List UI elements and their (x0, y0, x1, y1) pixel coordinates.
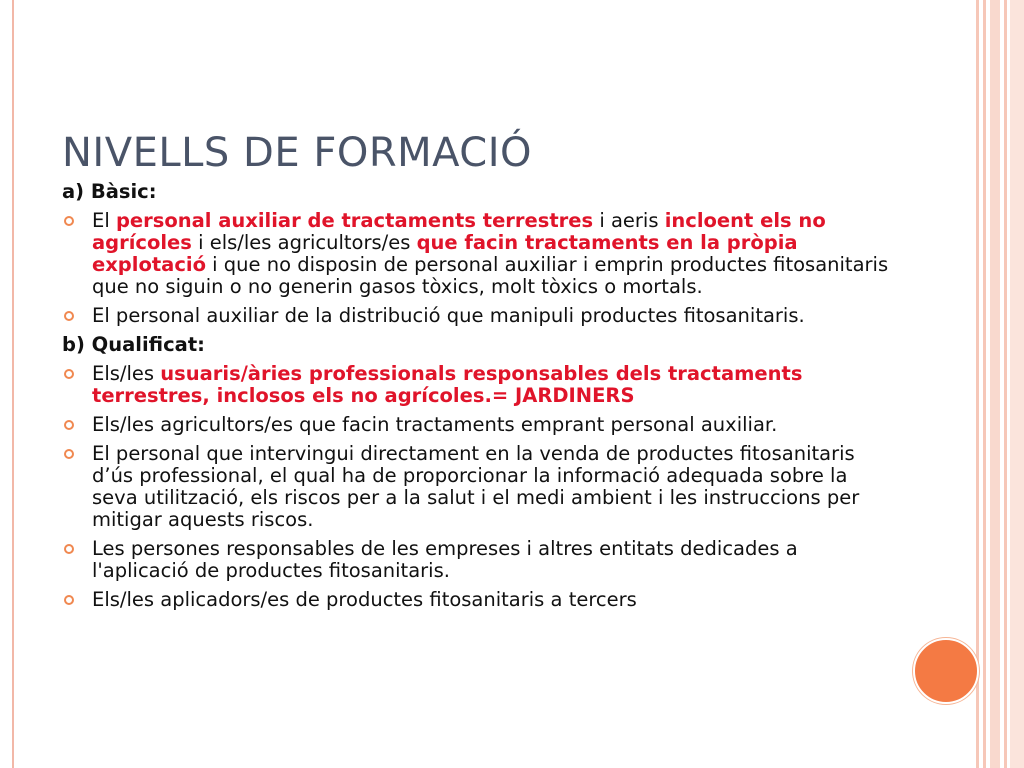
body-text: Els/les agricultors/es que facin tractaments emprant personal auxiliar. (92, 413, 778, 436)
stripe (976, 0, 979, 768)
stripe (990, 0, 1000, 768)
body-text: i que no disposin de personal auxiliar i emprin productes fitosanitaris que no siguin o no generin gasos tòxics, molt tòxics o mortals. (92, 253, 889, 298)
list-item (62, 210, 892, 298)
list-item (62, 589, 892, 611)
ring-bullet-icon (64, 420, 74, 430)
list-item (62, 363, 892, 407)
bullet-list (62, 210, 892, 327)
body-text: i aeris (593, 209, 665, 232)
body-text: Els/les aplicadors/es de productes fitosanitaris a tercers (92, 588, 637, 611)
decorative-stripes (976, 0, 1024, 768)
decorative-circle (913, 638, 979, 704)
body-text: Les persones responsables de les empreses i altres entitats dedicades a l'aplicació de productes fitosanitaris. (92, 537, 798, 582)
body-text: i els/les agricultors/es (191, 231, 417, 254)
stripe (1010, 0, 1024, 768)
bullet-list (62, 363, 892, 611)
ring-bullet-icon (64, 311, 74, 321)
slide-body (62, 181, 892, 618)
ring-bullet-icon (64, 595, 74, 605)
left-border-line (12, 0, 14, 768)
stripe (983, 0, 986, 768)
slide-title: NIVELLS DE FORMACIÓ (62, 129, 532, 176)
ring-bullet-icon (64, 369, 74, 379)
highlighted-text: personal auxiliar de tractaments terrestres (115, 209, 594, 232)
highlighted-text: usuaris/àries professionals responsables dels tractaments terrestres, inclosos els no agrícoles.= JARDINERS (92, 362, 803, 407)
highlighted-text: incloent els no agrícoles (92, 209, 826, 254)
list-item (62, 538, 892, 582)
body-text: El (92, 209, 116, 232)
body-text: El personal que intervingui directament en la venda de productes fitosanitaris d’ús professional, el qual ha de proporcionar la informació adequada sobre la seva utilització, els riscos per a la salut i el medi ambient i les instruccions per mitigar aquests riscos. (92, 442, 860, 531)
stripe (1004, 0, 1007, 768)
section-heading: b) Qualificat: (62, 333, 205, 356)
section-heading: a) Bàsic: (62, 180, 157, 203)
list-item (62, 305, 892, 327)
body-text: El personal auxiliar de la distribució que manipuli productes fitosanitaris. (92, 304, 805, 327)
list-item (62, 414, 892, 436)
ring-bullet-icon (64, 544, 74, 554)
body-text: Els/les (92, 362, 161, 385)
highlighted-text: que facin tractaments en la pròpia explotació (92, 231, 798, 276)
ring-bullet-icon (64, 216, 74, 226)
list-item (62, 443, 892, 531)
ring-bullet-icon (64, 449, 74, 459)
